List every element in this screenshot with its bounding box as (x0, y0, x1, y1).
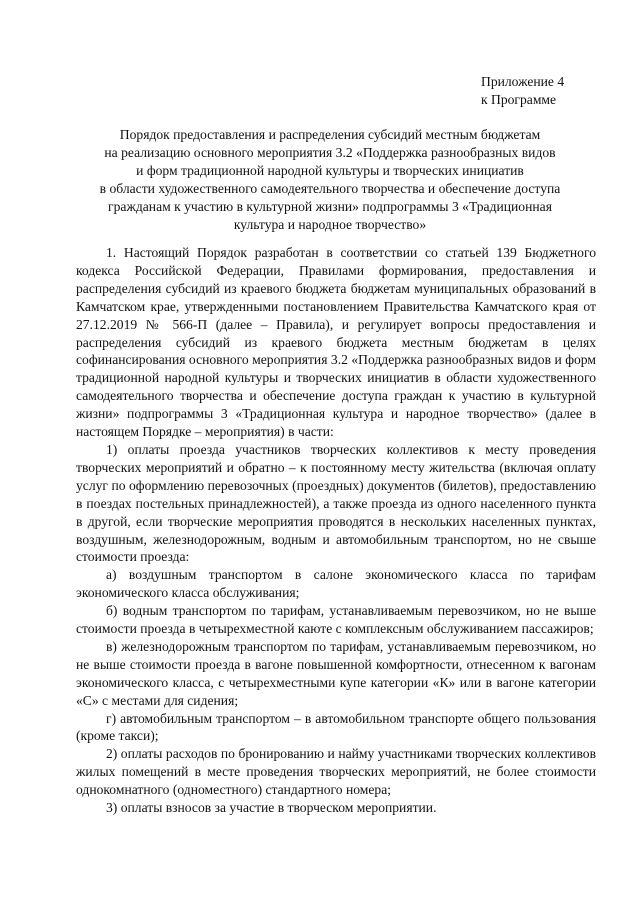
document-title (60, 126, 600, 233)
title-line: Порядок предоставления и распределения субсидий местным бюджетам (119, 127, 541, 142)
paragraph-item-g: г) автомобильным транспортом – в автомобильном транспорте общего пользования (кроме такси); (76, 710, 596, 744)
paragraph-subclause-2: 2) оплаты расходов по бронированию и найму участниками творческих коллективов жилых помещений в месте проведения творческих мероприятий, не более стоимости однокомнатного (одноместного) стандартного номера; (76, 746, 596, 798)
paragraph-item-v: в) железнодорожным транспортом по тарифам, устанавливаемым перевозчиком, но не выше стоимости проезда в вагоне повышенной комфортности, отнесенном к вагонам экономического класса, с четырехместными купе категории «К» или в вагоне категории «С» с местами для сидения; (76, 638, 596, 708)
title-line: гражданам к участию в культурной жизни» подпрограммы 3 «Традиционная (108, 198, 552, 214)
appendix-number: Приложение 4 (481, 74, 565, 89)
paragraph-subclause-3: 3) оплаты взносов за участие в творческом мероприятии. (106, 800, 437, 816)
paragraph-item-b: б) водным транспортом по тарифам, устанавливаемым перевозчиком, но не выше стоимости проезда в четырехместной каюте с комплексным обслуживанием пассажиров; (76, 603, 596, 637)
paragraph-clause-1: 1. Настоящий Порядок разработан в соответствии со статьей 139 Бюджетного кодекса Российской Федерации, Правилами формирования, предоставления и распределения субсидий из краевого бюджета бюджетам муниципальных образований в Камчатском крае, утвержденными постановлением Правительства Камчатского края от 27.12.2019 № 566-П (далее – Правила), и регулирует вопросы предоставления и распределения субсидий из краевого бюджета местным бюджетам в целях софинансирования основного мероприятия 3.2 «Поддержка разнообразных видов и форм традиционной народной культуры и творческих инициатив в области художественного самодеятельного творчества и обеспечение доступа граждан к участию в культурной жизни» подпрограммы 3 «Традиционная культура и народное творчество» (далее в настоящем Порядке – мероприятия) в части: (76, 245, 596, 440)
title-line: и форм традиционной народной культуры и творческих инициатив (136, 162, 524, 178)
document-body (76, 244, 596, 817)
appendix-header (481, 73, 621, 109)
paragraph-subclause-1: 1) оплаты проезда участников творческих коллективов к месту проведения творческих мероприятий и обратно – к постоянному месту жительства (включая оплату услуг по оформлению перевозочных (проездных) документов (билетов), предоставлению в поездах постельных принадлежностей), а также проезда из одного населенного пункта в другой, если творческие мероприятия проводятся в нескольких населенных пунктах, воздушным, железнодорожным, водным и автомобильным транспортом, но не свыше стоимости проезда: (76, 441, 596, 565)
title-line: на реализацию основного мероприятия 3.2 «Поддержка разнообразных видов (104, 144, 556, 160)
title-line: в области художественного самодеятельного творчества и обеспечение доступа (99, 180, 561, 196)
title-line: культура и народное творчество» (233, 216, 427, 232)
appendix-reference: к Программе (481, 92, 557, 107)
paragraph-item-a: а) воздушным транспортом в салоне экономического класса по тарифам экономического класса обслуживания; (76, 567, 596, 601)
